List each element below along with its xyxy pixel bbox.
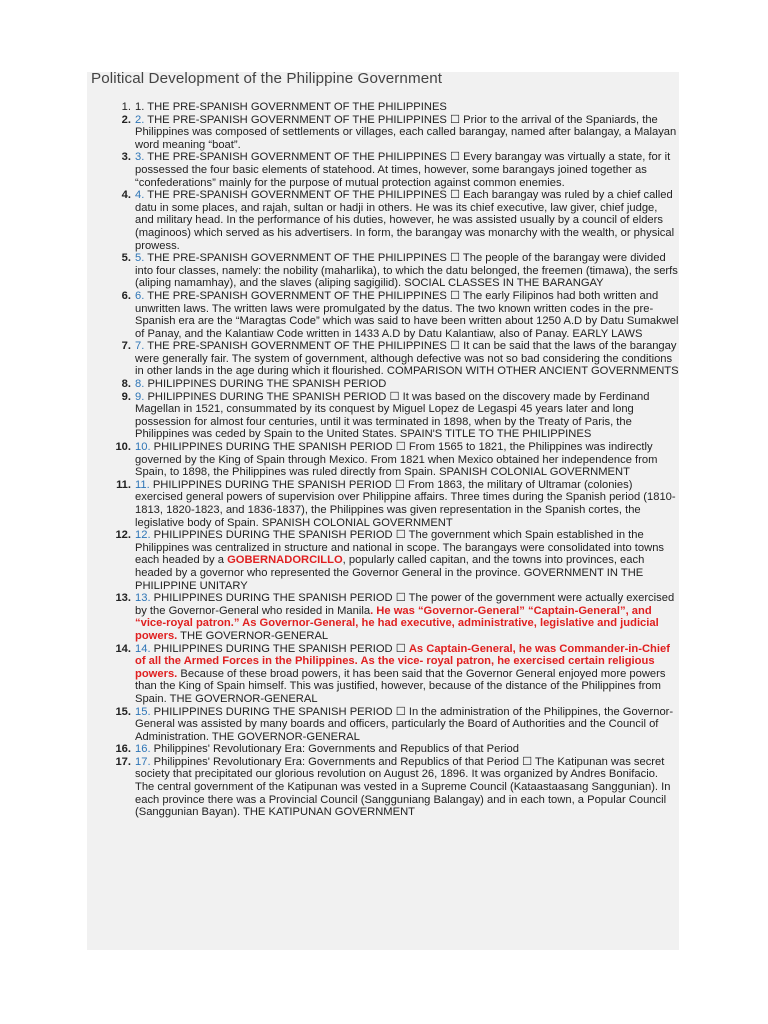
item-text: PHILIPPINES DURING THE SPANISH PERIOD ☐ From 1565 to 1821, the Philippines was indirectly governed by the King of Spain through Mexico. From 1821 when Mexico obtained her independence from Spain, to 1898, the Philippines was ruled directly from Spain. SPANISH COLONIAL GOVERNMENT [135, 441, 658, 479]
item-text: THE PRE-SPANISH GOVERNMENT OF THE PHILIPPINES ☐ It can be said that the laws of the barangay were generally fair. The system of government, although defective was not so bad considering the conditions in other lands in the age during which it flourished. COMPARISON WITH OTHER ANCIENT GOVERNMENTS [135, 340, 679, 378]
list-item [121, 252, 679, 290]
slide-link[interactable]: 13. [135, 592, 151, 605]
item-number: 12. [115, 529, 131, 542]
slide-link[interactable]: 9. [135, 390, 145, 403]
slide-link[interactable]: 11. [135, 478, 150, 491]
item-number: 13. [115, 592, 131, 605]
slide-link[interactable]: 17. [135, 755, 151, 768]
item-text: THE PRE-SPANISH GOVERNMENT OF THE PHILIPPINES ☐ Prior to the arrival of the Spaniards, the Philippines was composed of settlements or villages, each called barangay, named after balangay, a Malayan word meaning “boat”. [135, 113, 677, 151]
item-number: 6. [121, 289, 131, 302]
item-text: THE PRE-SPANISH GOVERNMENT OF THE PHILIPPINES ☐ Each barangay was ruled by a chief called datu in some places, and rajah, sultan or hadji in others. He was its chief executive, law giver, chief judge, and military head. In the performance of his duties, however, he was assisted usually by a council of elders (maginoos) which served as his advertisers. In form, the barangay was monarchy with the wealth, or physical prowess. [135, 189, 675, 252]
item-number: 11. [116, 478, 131, 491]
list-item [115, 743, 679, 756]
item-number: 15. [115, 705, 131, 718]
list-item [115, 705, 679, 744]
list-item [121, 113, 679, 152]
slide-link[interactable]: 5. [135, 252, 145, 265]
item-text: Because of these broad powers, it has been said that the Governor General enjoyed more powers than the King of Spain himself. This was justified, however, because of the distance of the Philippines from Spain. THE GOVERNOR-GENERAL [135, 667, 666, 705]
outline-list [115, 101, 679, 819]
list-item [121, 101, 679, 114]
slide-link[interactable]: 16. [135, 743, 151, 756]
item-number: 16. [115, 743, 131, 756]
slide-link[interactable]: 12. [135, 529, 151, 542]
list-item [115, 755, 679, 819]
item-text: Philippines' Revolutionary Era: Governments and Republics of that Period [150, 743, 519, 756]
slide-link[interactable]: 10. [135, 441, 151, 454]
item-number: 2. [121, 113, 131, 126]
item-text: THE PRE-SPANISH GOVERNMENT OF THE PHILIPPINES ☐ Every barangay was virtually a state, for it possessed the four basic elements of statehood. At times, however, some barangays joined together as “confederations” mainly for the purpose of mutual protection against common enemies. [135, 151, 671, 189]
slide-link[interactable]: 8. [135, 378, 145, 391]
emphasized-text: . He was “Governor-General” “Captain-General”, and “vice-royal patron.” As Governor-General, he had executive, administrative, legislative and judicial powers. [135, 604, 659, 642]
document-title: Political Development of the Philippine Government [91, 70, 443, 87]
list-item [121, 189, 679, 252]
item-number: 8. [121, 378, 131, 391]
slide-link[interactable]: 3. [135, 151, 145, 164]
item-text: THE GOVERNOR-GENERAL [177, 629, 329, 642]
item-number: 14. [115, 642, 131, 655]
item-text: , popularly called capitan, and the towns into provinces, each headed by a governor who represented the Governor General in the province. GOVERNMENT IN THE PHILIPPINE UNITARY [135, 554, 645, 592]
list-item [121, 378, 679, 391]
item-number: 10. [115, 441, 131, 454]
item-number: 3. [121, 151, 131, 164]
list-item [115, 529, 679, 592]
list-item [115, 642, 679, 706]
item-number: 9. [121, 390, 131, 403]
list-item [116, 478, 679, 529]
slide-link[interactable]: 14. [135, 642, 151, 655]
item-text: PHILIPPINES DURING THE SPANISH PERIOD ☐ The power of the government were actually exercised by the Governor-General who resided in Manila [135, 592, 675, 617]
emphasized-text: GOBERNADORCILLO [227, 554, 343, 567]
item-text: PHILIPPINES DURING THE SPANISH PERIOD [144, 378, 387, 391]
item-text: PHILIPPINES DURING THE SPANISH PERIOD ☐ It was based on the discovery made by Ferdinand Magellan in 1521, consummated by its conquest by Miguel Lopez de Legaspi 45 years later and long possession for almost four centuries, until it was terminated in 1898, when by the Treaty of Paris, the Philippines was ceded by Spain to the United States. SPAIN'S TITLE TO THE PHILIPPINES [135, 390, 650, 441]
item-text: THE PRE-SPANISH GOVERNMENT OF THE PHILIPPINES ☐ The people of the barangay were divided into four classes, namely: the nobility (maharlika), to which the datu belonged, the freemen (timawa), the serfs (aliping namamhay), and the slaves (aliping sagigilid). SOCIAL CLASSES IN THE BARANGAY [135, 252, 678, 290]
item-text: PHILIPPINES DURING THE SPANISH PERIOD ☐ In the administration of the Philippines, the Governor-General was assisted by many boards and officers, particularly the Board of Authorities and the Council of Administration. THE GOVERNOR-GENERAL [135, 705, 674, 743]
item-number: 5. [121, 252, 131, 265]
slide-link[interactable]: 15. [135, 705, 151, 718]
list-item [121, 289, 679, 340]
item-number: 17. [115, 755, 131, 768]
slide-link[interactable]: 6. [135, 289, 145, 302]
list-item [115, 441, 679, 479]
emphasized-text: As Captain-General, he was Commander-in-Chief of all the Armed Forces in the Philippines. As the vice- royal patron, he exercised certain religious powers. [135, 642, 670, 680]
item-text: PHILIPPINES DURING THE SPANISH PERIOD ☐ [150, 642, 409, 655]
item-text: THE PRE-SPANISH GOVERNMENT OF THE PHILIPPINES ☐ The early Filipinos had both written and unwritten laws. The written laws were promulgated by the datus. The two known written codes in the pre- Spanish era are the “Maragtas Code” which was said to have been written about 1250 A.D by Datu Sumakwel of Panay, and the Kalantiaw Code written in 1433 A.D by Datu Kalantiaw, also of Panay. EARLY LAWS [135, 289, 679, 340]
list-item [121, 390, 679, 441]
slide-link[interactable]: 2. [135, 113, 145, 126]
list-item [121, 151, 679, 189]
item-number: 7. [121, 340, 131, 353]
item-text: 1. THE PRE-SPANISH GOVERNMENT OF THE PHILIPPINES [135, 101, 447, 113]
slide-link[interactable]: 4. [135, 189, 145, 202]
item-number: 1. [121, 101, 131, 113]
item-text: Philippines' Revolutionary Era: Governments and Republics of that Period ☐ The Katipunan was secret society that precipitated our glorious revolution on August 26, 1896. It was organized by Andres Bonifacio. The central government of the Katipunan was vested in a Supreme Council (Kataastaasang Sanggunian). In each province there was a Provincial Council (Sangguniang Balangay) and in each town, a Popular Council (Sanggunian Bayan). THE KATIPUNAN GOVERNMENT [135, 755, 671, 819]
item-text: PHILIPPINES DURING THE SPANISH PERIOD ☐ From 1863, the military of Ultramar (colonies) exercised general powers of supervision over Philippine affairs. Three times during the Spanish period (1810-1813, 1820-1823, and 1836-1837), the Philippines was given representation in the Spanish cortes, the legislative body of Spain. SPANISH COLONIAL GOVERNMENT [135, 478, 676, 529]
list-item [115, 592, 679, 642]
item-text: PHILIPPINES DURING THE SPANISH PERIOD ☐ The government which Spain established in the Philippines was centralized in structure and national in scope. The barangays were consolidated into towns each headed by a [135, 529, 665, 567]
slide-link[interactable]: 7. [135, 340, 145, 353]
item-number: 4. [121, 189, 131, 202]
list-item [121, 340, 679, 378]
